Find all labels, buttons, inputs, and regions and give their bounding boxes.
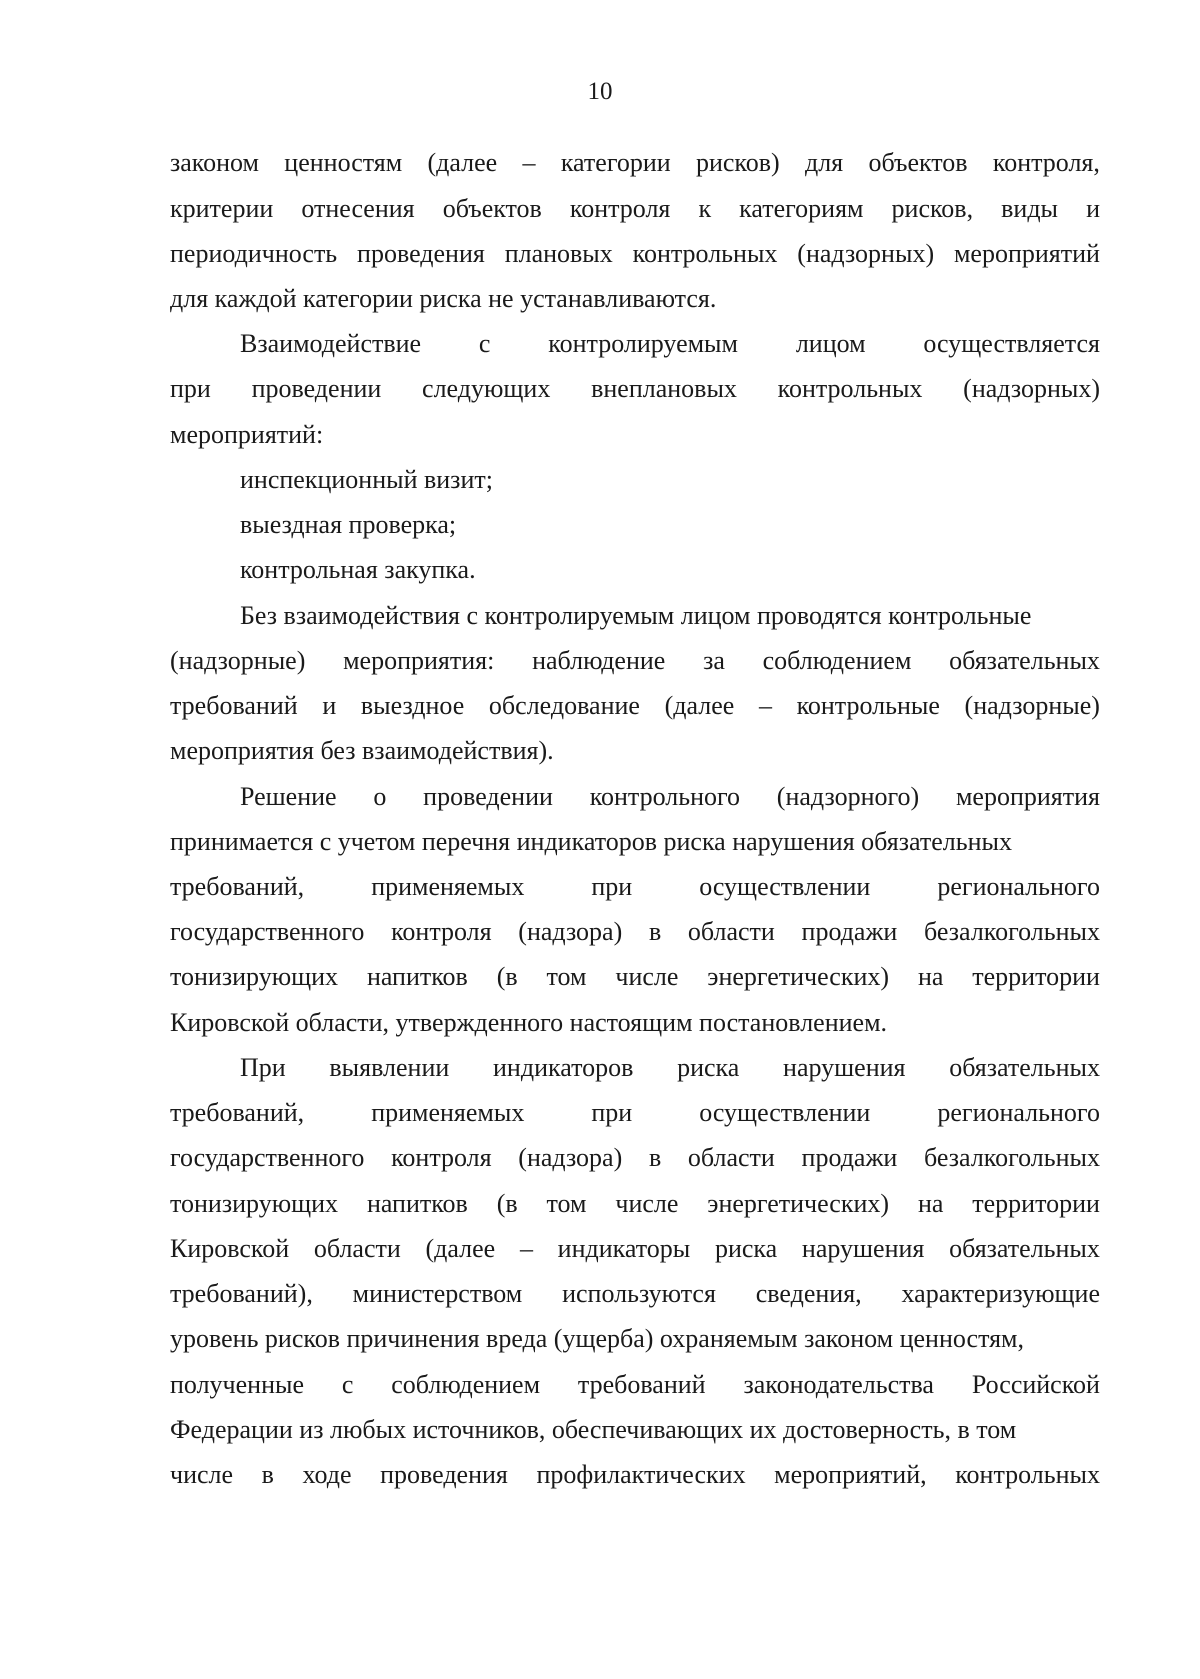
text-line: [170, 1458, 1100, 1492]
word: (надзорных): [963, 374, 1100, 403]
word: за: [703, 646, 725, 675]
word: требований,: [170, 1098, 305, 1127]
word: проведении: [423, 782, 553, 811]
text-line: [240, 327, 1100, 361]
word: контроля: [569, 194, 671, 223]
word: территории: [972, 962, 1100, 991]
word: области: [687, 917, 775, 946]
word: выездное: [360, 691, 465, 720]
word: (далее: [425, 1234, 496, 1263]
text-line: Без взаимодействия с контролируемым лицом проводятся контрольные: [240, 601, 1032, 630]
word: отнесения: [301, 194, 415, 223]
word: контрольные: [796, 691, 940, 720]
word: (надзорные): [964, 691, 1100, 720]
word: к: [698, 194, 712, 223]
word: и: [322, 691, 337, 720]
word: требований: [170, 691, 298, 720]
word: том: [546, 962, 587, 991]
word: с: [478, 329, 491, 358]
word: законодательства: [743, 1370, 934, 1399]
text-line: мероприятия без взаимодействия).: [170, 736, 554, 765]
word: критерии: [170, 194, 274, 223]
word: виды: [1001, 194, 1059, 223]
word: территории: [972, 1189, 1100, 1218]
word: Решение: [240, 782, 337, 811]
word: государственного: [170, 917, 365, 946]
word: безалкогольных: [924, 917, 1100, 946]
word: тонизирующих: [170, 1189, 339, 1218]
word: сведения,: [755, 1279, 862, 1308]
text-line: [170, 1277, 1100, 1311]
word: внеплановых: [591, 374, 737, 403]
word: нарушения: [783, 1053, 906, 1082]
text-line: [170, 1096, 1100, 1130]
word: обязательных: [949, 1234, 1100, 1263]
word: энергетических): [707, 962, 890, 991]
word: индикаторы: [557, 1234, 691, 1263]
word: рисков,: [891, 194, 974, 223]
word: контроля: [391, 917, 492, 946]
word: контрольных: [777, 374, 923, 403]
word: регионального: [937, 1098, 1100, 1127]
word: –: [522, 148, 536, 177]
word: при: [591, 872, 633, 901]
word: числе: [615, 1189, 679, 1218]
text-line: принимается с учетом перечня индикаторов риска нарушения обязательных: [170, 827, 1012, 856]
word: ходе: [302, 1460, 352, 1489]
word: регионального: [937, 872, 1100, 901]
word: объектов: [442, 194, 542, 223]
word: требований: [577, 1370, 706, 1399]
word: периодичность: [170, 239, 338, 268]
text-line: мероприятий:: [170, 420, 324, 449]
word: рисков): [695, 148, 780, 177]
word: осуществлении: [699, 872, 871, 901]
word: в: [648, 1143, 662, 1172]
word: –: [519, 1234, 533, 1263]
word: требований,: [170, 872, 305, 901]
word: на: [917, 962, 944, 991]
word: риска: [677, 1053, 740, 1082]
word: соблюдением: [762, 646, 912, 675]
word: применяемых: [371, 872, 525, 901]
text-line: уровень рисков причинения вреда (ущерба) охраняемым законом ценностям,: [170, 1324, 1025, 1353]
text-line: [170, 644, 1100, 678]
word: следующих: [422, 374, 551, 403]
word: области: [313, 1234, 401, 1263]
word: осуществлении: [699, 1098, 871, 1127]
word: контрольных: [955, 1460, 1100, 1489]
text-line: [240, 1051, 1100, 1085]
text-line: [170, 1368, 1100, 1402]
word: риска: [714, 1234, 778, 1263]
word: лицом: [795, 329, 866, 358]
word: в: [261, 1460, 274, 1489]
word: продажи: [801, 1143, 898, 1172]
word: полученные: [170, 1370, 304, 1399]
word: применяемых: [371, 1098, 525, 1127]
list-item: инспекционный визит;: [240, 465, 493, 494]
word: соблюдением: [391, 1370, 541, 1399]
word: мероприятия: [955, 782, 1100, 811]
text-line: [170, 915, 1100, 949]
word: характеризующие: [901, 1279, 1100, 1308]
word: ценностям: [284, 148, 403, 177]
word: энергетических): [707, 1189, 890, 1218]
word: (далее: [664, 691, 735, 720]
word: области: [687, 1143, 775, 1172]
word: (надзора): [518, 1143, 623, 1172]
text-line: [170, 146, 1100, 180]
text-line: [170, 237, 1100, 271]
word: (надзора): [518, 917, 623, 946]
word: безалкогольных: [924, 1143, 1100, 1172]
text-line: для каждой категории риска не устанавливаются.: [170, 284, 717, 313]
word: категории: [560, 148, 671, 177]
word: Кировской: [170, 1234, 290, 1263]
text-line: [170, 1187, 1100, 1221]
word: с: [341, 1370, 354, 1399]
word: (надзорные): [170, 646, 306, 675]
word: министерством: [352, 1279, 523, 1308]
word: (в: [496, 1189, 518, 1218]
word: обязательных: [949, 646, 1100, 675]
text-line: Федерации из любых источников, обеспечивающих их достоверность, в том: [170, 1415, 1017, 1444]
word: (надзорного): [776, 782, 920, 811]
text-line: [170, 689, 1100, 723]
word: контролируемым: [548, 329, 738, 358]
word: напитков: [366, 1189, 468, 1218]
word: в: [648, 917, 662, 946]
text-line: [170, 1232, 1100, 1266]
list-item: выездная проверка;: [240, 510, 457, 539]
word: наблюдение: [532, 646, 666, 675]
word: (в: [496, 962, 518, 991]
word: о: [373, 782, 387, 811]
word: контрольных: [632, 239, 778, 268]
word: тонизирующих: [170, 962, 339, 991]
word: нарушения: [801, 1234, 925, 1263]
word: индикаторов: [493, 1053, 634, 1082]
word: числе: [170, 1460, 234, 1489]
word: При: [240, 1053, 286, 1082]
word: плановых: [504, 239, 613, 268]
word: (далее: [427, 148, 498, 177]
word: том: [546, 1189, 587, 1218]
word: продажи: [801, 917, 898, 946]
word: мероприятия:: [343, 646, 495, 675]
word: выявлении: [329, 1053, 450, 1082]
word: используются: [562, 1279, 716, 1308]
word: контроля: [391, 1143, 492, 1172]
word: Взаимодействие: [240, 329, 422, 358]
word: при: [591, 1098, 633, 1127]
word: обследование: [488, 691, 640, 720]
word: профилактических: [536, 1460, 746, 1489]
text-line: [170, 372, 1100, 406]
word: при: [170, 374, 211, 403]
text-line: [170, 960, 1100, 994]
page-number: 10: [587, 78, 613, 105]
word: осуществляется: [923, 329, 1100, 358]
word: мероприятий: [953, 239, 1100, 268]
word: проведении: [251, 374, 382, 403]
word: объектов: [868, 148, 968, 177]
text-line: [170, 192, 1100, 226]
word: проведения: [357, 239, 485, 268]
word: числе: [615, 962, 679, 991]
word: мероприятий,: [774, 1460, 927, 1489]
text-line: [170, 870, 1100, 904]
word: обязательных: [949, 1053, 1100, 1082]
word: для: [804, 148, 844, 177]
word: проведения: [380, 1460, 508, 1489]
word: категориям: [739, 194, 864, 223]
word: контрольного: [589, 782, 741, 811]
list-item: контрольная закупка.: [240, 555, 476, 584]
text-line: Кировской области, утвержденного настоящим постановлением.: [170, 1008, 888, 1037]
word: требований),: [170, 1279, 313, 1308]
word: контроля,: [992, 148, 1100, 177]
word: и: [1086, 194, 1100, 223]
word: законом: [170, 148, 259, 177]
text-line: [240, 780, 1100, 814]
word: (надзорных): [797, 239, 935, 268]
word: –: [758, 691, 772, 720]
word: государственного: [170, 1143, 365, 1172]
word: Российской: [971, 1370, 1100, 1399]
word: на: [917, 1189, 944, 1218]
word: напитков: [366, 962, 468, 991]
text-line: [170, 1141, 1100, 1175]
